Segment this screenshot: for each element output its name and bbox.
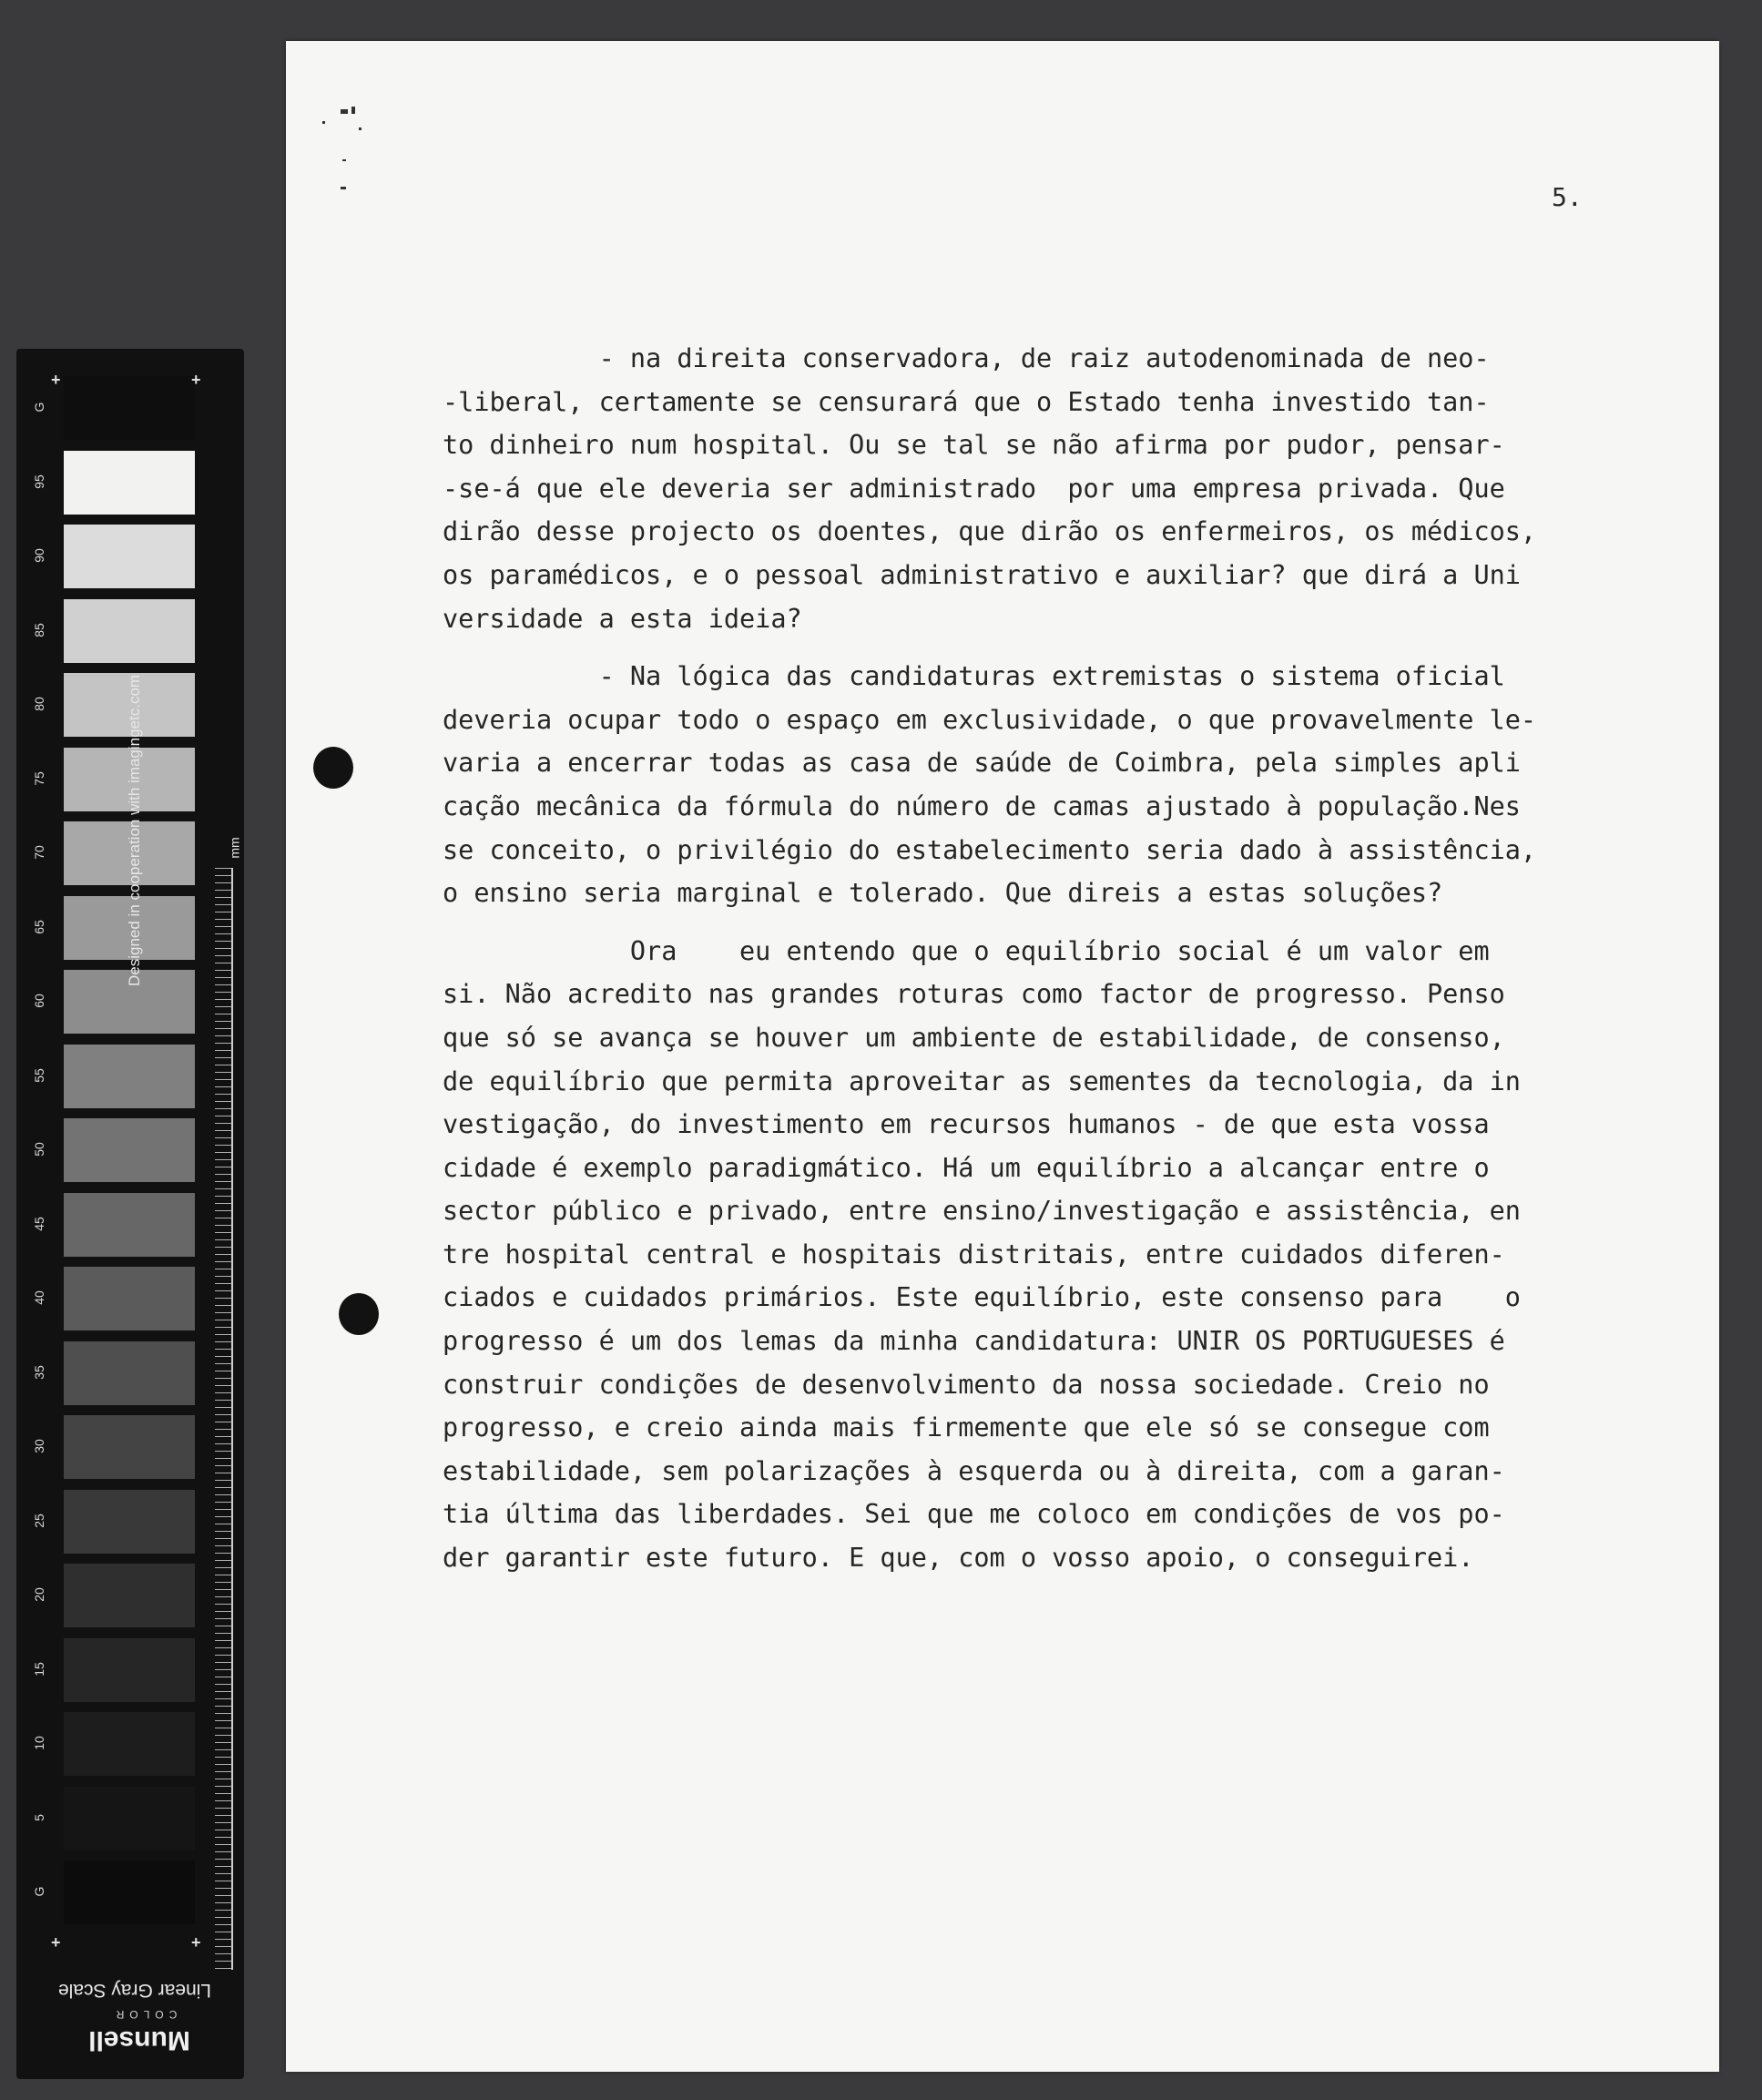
brand-subtitle: COLOR xyxy=(110,2008,178,2021)
gray-patch xyxy=(64,1638,195,1702)
gray-patch-label: 35 xyxy=(32,1364,46,1380)
mm-ruler xyxy=(215,868,231,1970)
gray-patch xyxy=(64,1267,195,1330)
gray-patch-label: 10 xyxy=(32,1736,46,1750)
paragraph-2: - Na lógica das candidaturas extremistas o sistema oficial deveria ocupar todo o espaço em exclusividade, o que provavelmente le- varia a encerrar todas as casa de saúde de Coimbra, pela simples apli cação mecânica da fórmula do número de camas ajustado à população.Nes se conceito, o privilégio do estabelecimento seria dado à assistência, o ensino seria marginal e tolerado. Que direis a estas soluções? xyxy=(443,661,1537,909)
gray-patch xyxy=(64,1118,195,1182)
gray-patch xyxy=(64,1193,195,1257)
gray-patch xyxy=(64,1564,195,1627)
gray-patch xyxy=(64,1341,195,1405)
ink-speck xyxy=(359,127,362,130)
document-body xyxy=(443,337,1645,1595)
registration-mark: + xyxy=(51,1933,61,1952)
gray-patch-label: 55 xyxy=(32,1067,46,1083)
paragraph-3: Ora eu entendo que o equilíbrio social é um valor em si. Não acredito nas grandes roturas como factor de progresso. Penso que só se avança se houver um ambiente de estabilidade, de consenso, de equilíbrio que permita aproveitar as sementes da tecnologia, da in vestigação, do investimento em recursos humanos - de que esta vossa cidade é exemplo paradigmático. Há um equilíbrio a alcançar entre o sector público e privado, entre ensino/investigação e assistência, en tre hospital central e hospitais distritais, entre cuidados diferen- ciados e cuidados primários. Este equilíbrio, este consenso para o progresso é um dos lemas da minha candidatura: UNIR OS PORTUGUESES é construir condições de desenvolvimento da nossa sociedade. Creio no progresso, e creio ainda mais firmemente que ele só se consegue com estabilidade, sem polarizações à esquerda ou à direita, com a garan- tia última das liberdades. Sei que me coloco em condições de vos po- der garantir este futuro. E que, com o vosso apoio, o conseguirei. xyxy=(443,935,1521,1574)
gray-patch-label: 85 xyxy=(32,622,46,637)
gray-patch-label: 65 xyxy=(32,919,46,934)
ink-speck xyxy=(342,159,346,161)
gray-patch xyxy=(64,525,195,588)
gray-patch xyxy=(64,1860,195,1924)
gray-patch-label: 5 xyxy=(32,1813,46,1821)
ink-speck xyxy=(341,187,346,189)
gray-patch-label: G xyxy=(32,402,46,413)
brand-logo: Munsell xyxy=(88,2025,190,2055)
gray-patch-label: 80 xyxy=(32,697,46,711)
gray-patch-label: 90 xyxy=(32,548,46,563)
gray-patch-label: 45 xyxy=(32,1216,46,1231)
ruler-unit-label: mm xyxy=(227,837,242,859)
paragraph-1: - na direita conservadora, de raiz autodenominada de neo- -liberal, certamente se censurará que o Estado tenha investido tan- to dinheiro num hospital. Ou se tal se não afirma por pudor, pensar- -se-á que ele deveria ser administrado por uma empresa privada. Que dirão desse projecto os doentes, que dirão os enfermeiros, os médicos, os paramédicos, e o pessoal administrativo e auxiliar? que dirá a Uni versidade a esta ideia? xyxy=(443,343,1537,634)
gray-patch-label: 40 xyxy=(32,1290,46,1305)
gray-patch xyxy=(64,1415,195,1479)
gray-patch-label: 30 xyxy=(32,1439,46,1453)
registration-mark: + xyxy=(51,371,61,389)
gray-patch-label: 60 xyxy=(32,994,46,1008)
card-side-text: Designed in cooperation with imagingetc.com xyxy=(126,674,143,986)
gray-patch xyxy=(64,376,195,440)
punch-hole xyxy=(339,1293,379,1335)
ruler-edge xyxy=(231,868,233,1970)
ink-speck xyxy=(351,107,355,114)
gray-patch xyxy=(64,451,195,515)
gray-patch-label: 70 xyxy=(32,845,46,860)
registration-mark: + xyxy=(191,371,201,389)
registration-mark: + xyxy=(191,1933,201,1952)
gray-patch xyxy=(64,1490,195,1554)
punch-hole xyxy=(313,747,353,789)
gray-patch xyxy=(64,1712,195,1776)
gray-patch-label: G xyxy=(32,1886,46,1897)
gray-patch-label: 25 xyxy=(32,1513,46,1528)
gray-patch-label: 75 xyxy=(32,770,46,786)
page-number: 5. xyxy=(1552,182,1583,212)
ink-speck xyxy=(341,109,348,114)
document-page xyxy=(286,41,1719,2072)
gray-patch-label: 50 xyxy=(32,1142,46,1157)
gray-scale-card xyxy=(16,349,244,2079)
card-title: Linear Gray Scale xyxy=(57,1980,212,2001)
gray-patch-label: 20 xyxy=(32,1587,46,1602)
gray-patch-label: 15 xyxy=(32,1661,46,1677)
gray-patch xyxy=(64,1787,195,1850)
gray-patch-label: 95 xyxy=(32,474,46,489)
ink-speck xyxy=(322,121,325,124)
gray-patch xyxy=(64,1045,195,1108)
